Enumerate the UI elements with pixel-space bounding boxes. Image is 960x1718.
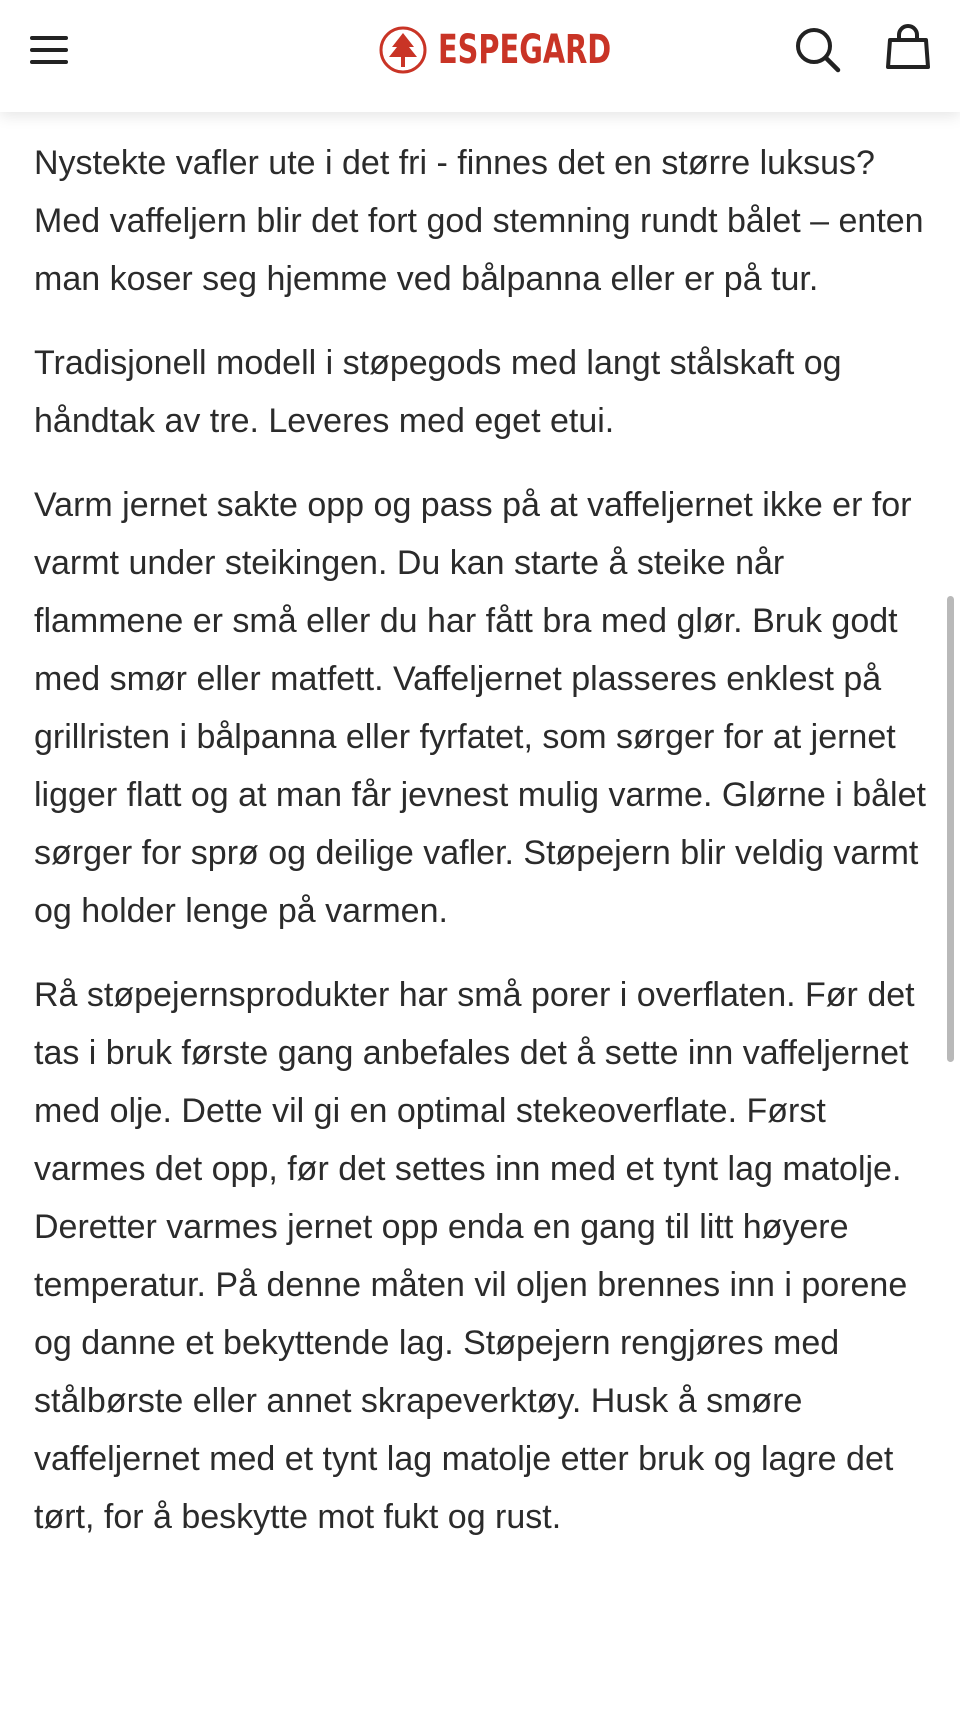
description-paragraph-2: Tradisjonell modell i støpegods med langt stålskaft og håndtak av tre. Leveres med eget etui. <box>34 344 842 440</box>
search-icon[interactable] <box>792 24 844 76</box>
site-header <box>0 0 960 112</box>
brand-logo[interactable] <box>378 22 679 78</box>
product-description <box>34 134 934 1572</box>
description-paragraph-1: Nystekte vafler ute i det fri - finnes det en større luksus? Med vaffeljern blir det fort god stemning rundt bålet – enten man koser seg hjemme ved bålpanna eller er på tur. <box>34 144 924 298</box>
description-paragraph-4: Rå støpejernsprodukter har små porer i overflaten. Før det tas i bruk første gang anbefales det å sette inn vaffeljernet med olje. Dette vil gi en optimal stekeoverflate. Først varmes det opp, før det settes inn med et tynt lag matolje. Deretter varmes jernet opp enda en gang til litt høyere temperatur. På denne måten vil oljen brennes inn i porene og danne et bekyttende lag. Støpejern rengjøres med stålbørste eller annet skrapeverktøy. Husk å smøre vaffeljernet med et tynt lag matolje etter bruk og lagre det tørt, for å beskytte mot fukt og rust. <box>34 976 915 1536</box>
scrollbar-thumb[interactable] <box>947 596 954 1062</box>
description-paragraph-3: Varm jernet sakte opp og pass på at vaffeljernet ikke er for varmt under steikingen. Du kan starte å steike når flammene er små eller du har fått bra med glør. Bruk godt med smør eller matfett. Vaffeljernet plasseres enklest på grillristen i bålpanna eller fyrfatet, som sørger for at jernet ligger flatt og at man får jevnest mulig varme. Glørne i bålet sørger for sprø og deilige vafler. Støpejern blir veldig varmt og holder lenge på varmen. <box>34 486 926 930</box>
shopping-bag-icon[interactable] <box>882 22 934 74</box>
hamburger-menu-icon[interactable] <box>28 32 76 68</box>
brand-name: ESPEGARD <box>438 27 612 73</box>
tree-logo-icon <box>378 25 428 75</box>
